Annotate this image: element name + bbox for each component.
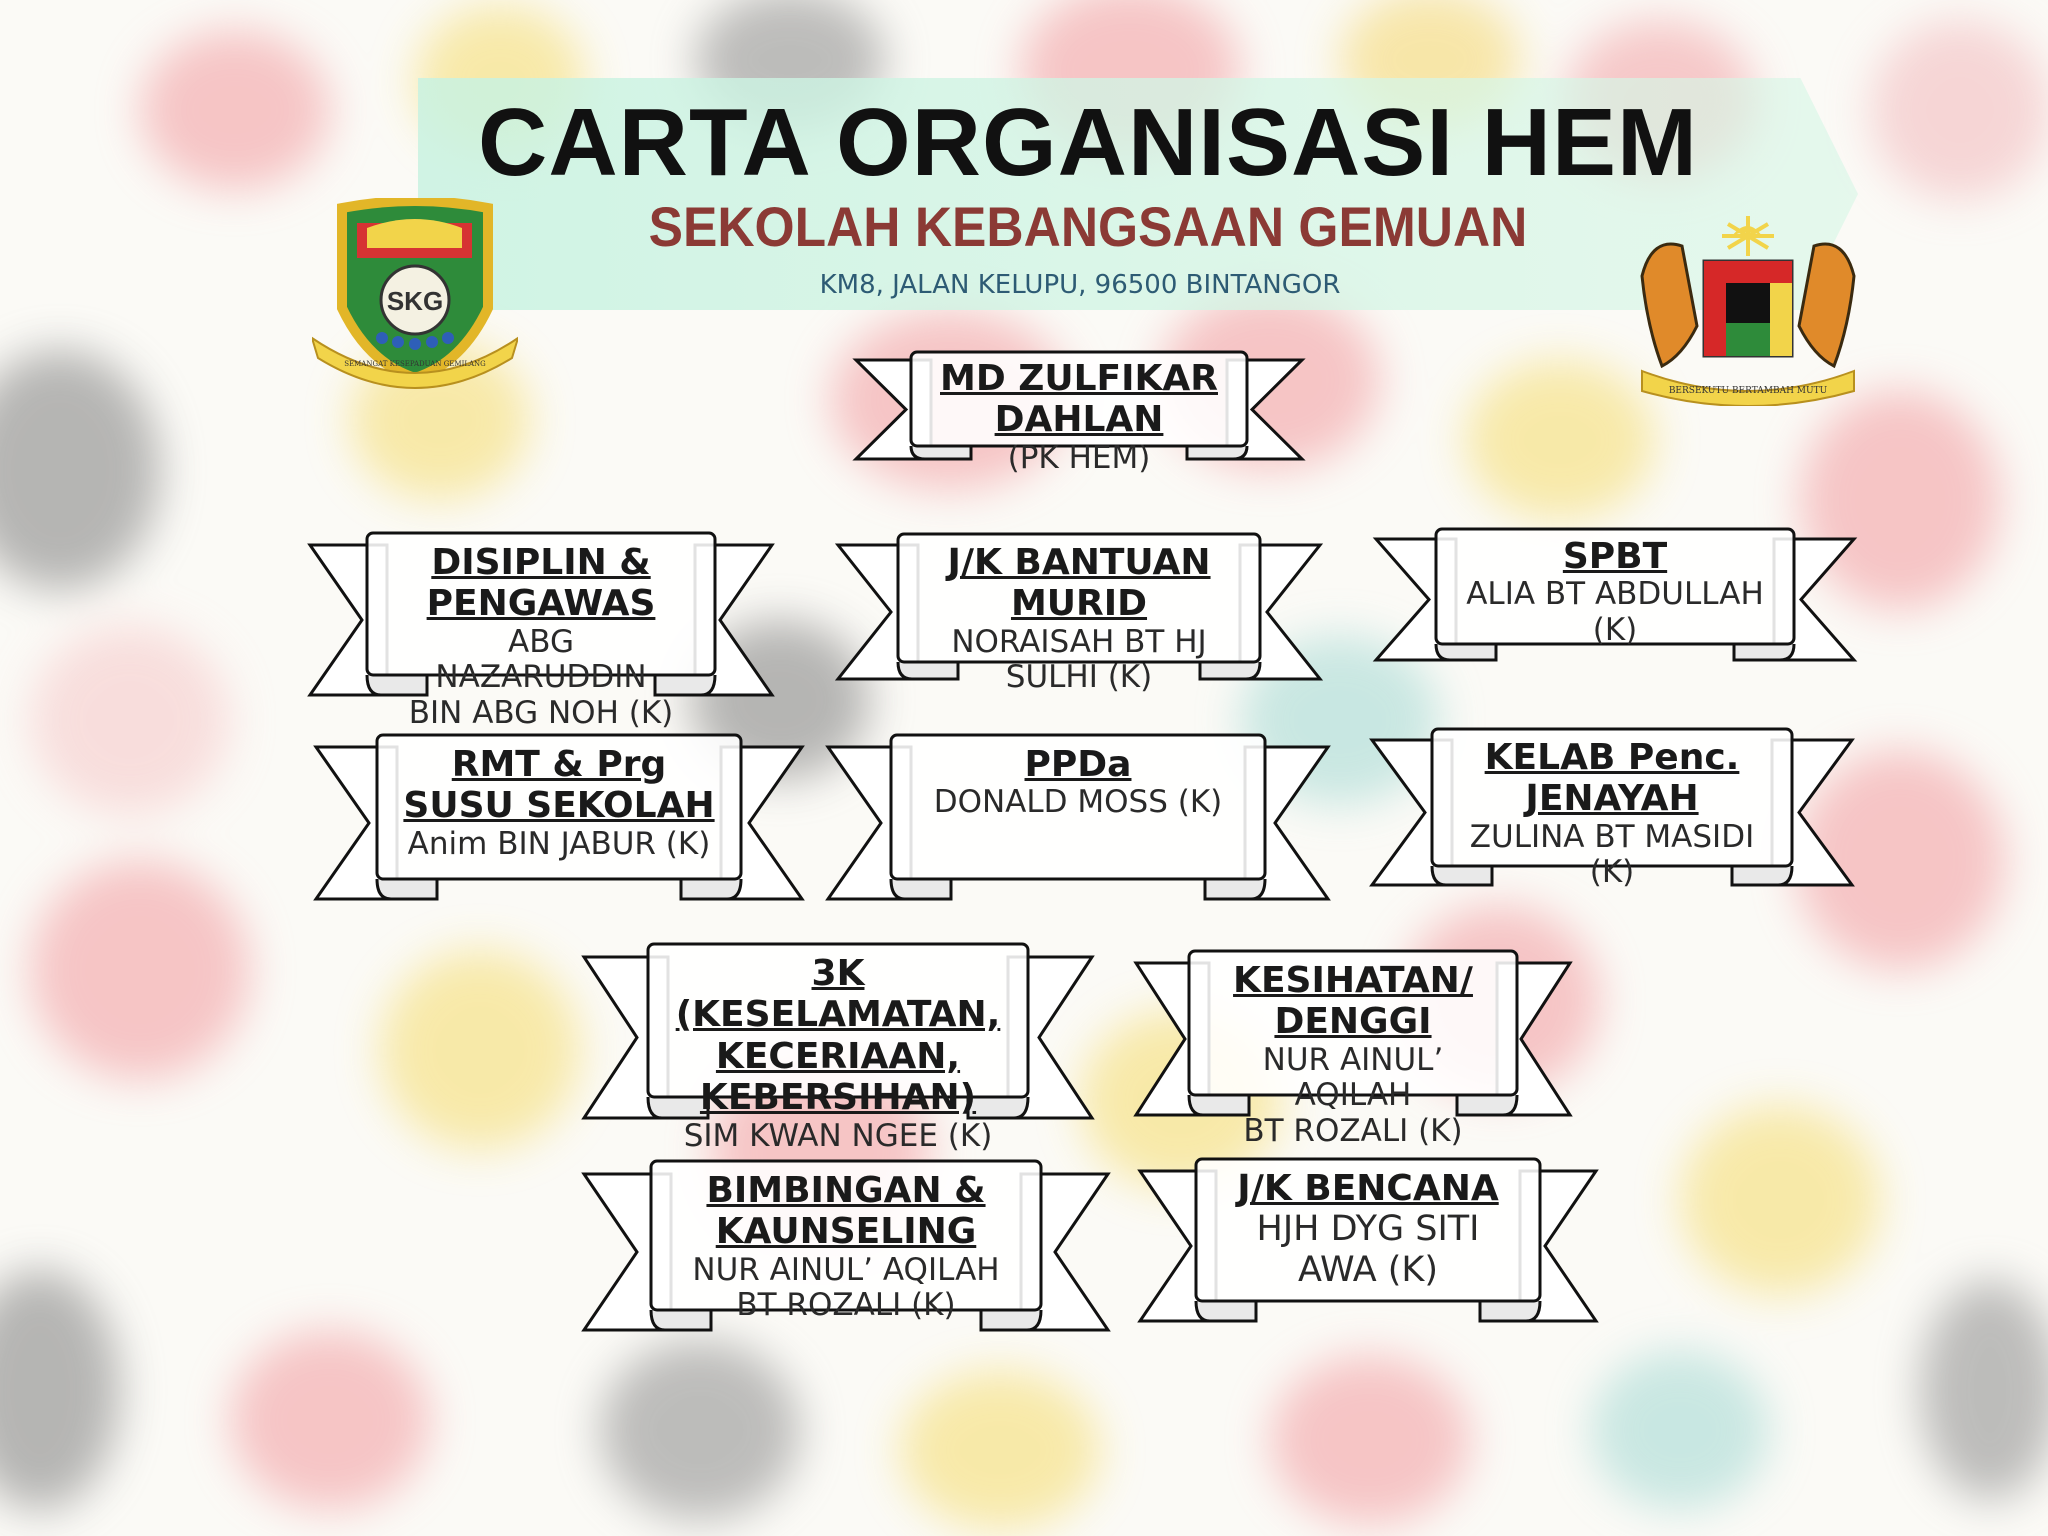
- unit-text: [391, 542, 691, 732]
- unit-ribbon: [1376, 522, 1854, 664]
- unit-text: [924, 542, 1234, 696]
- unit-text: [1465, 536, 1765, 649]
- unit-text: [1218, 1168, 1518, 1290]
- coat-of-arms-icon: [1622, 206, 1874, 406]
- unit-text: [1203, 960, 1503, 1150]
- unit-text: [939, 358, 1219, 476]
- unit-person: BT ROZALI (K): [736, 1287, 956, 1324]
- unit-person: Anim BIN JABUR (K): [407, 825, 711, 862]
- unit-ribbon: [584, 934, 1092, 1154]
- unit-title: 3K (KESELAMATAN, KECERIAAN, KEBERSIHAN): [675, 953, 1001, 1119]
- unit-person: AWA (K): [1297, 1249, 1439, 1290]
- unit-person: NAZARUDDIN: [435, 659, 647, 696]
- unit-person: ALIA BT ABDULLAH: [1466, 576, 1764, 613]
- unit-text: [668, 953, 1008, 1154]
- unit-person: DONALD MOSS (K): [933, 784, 1223, 821]
- unit-ribbon: [584, 1152, 1108, 1336]
- unit-person: HJH DYG SITI: [1256, 1209, 1480, 1250]
- unit-person: AQILAH: [1294, 1077, 1412, 1114]
- unit-ribbon: [1372, 720, 1852, 890]
- unit-person: (K): [1589, 854, 1635, 891]
- unit-person: (K): [1592, 612, 1638, 649]
- crest-text: SKG: [386, 286, 444, 316]
- unit-ribbon: [1136, 942, 1570, 1150]
- unit-text: [1462, 737, 1762, 891]
- unit-text: [394, 744, 724, 862]
- unit-person: NUR AINUL’: [1262, 1041, 1444, 1078]
- unit-title: MD ZULFIKAR DAHLAN: [940, 358, 1218, 441]
- unit-person: SIM KWAN NGEE (K): [683, 1117, 993, 1154]
- unit-title: KESIHATAN/ DENGGI: [1233, 960, 1473, 1043]
- unit-text: [908, 744, 1248, 821]
- unit-ribbon: [828, 726, 1328, 904]
- unit-ribbon: [1140, 1150, 1596, 1326]
- unit-title: BIMBINGAN & KAUNSELING: [706, 1170, 986, 1253]
- unit-ribbon: [316, 726, 802, 904]
- unit-title: DISIPLIN & PENGAWAS: [426, 542, 656, 625]
- page-title: CARTA ORGANISASI HEM: [478, 89, 1698, 196]
- unit-person: ZULINA BT MASIDI: [1469, 818, 1755, 855]
- unit-person: SULHI (K): [1005, 659, 1153, 696]
- unit-title: J/K BENCANA: [1237, 1168, 1499, 1209]
- unit-title: RMT & Prg SUSU SEKOLAH: [403, 744, 715, 827]
- unit-title: KELAB Penc. JENAYAH: [1484, 737, 1740, 820]
- school-name: SEKOLAH KEBANGSAAN GEMUAN: [648, 195, 1528, 258]
- unit-person: BIN ABG NOH (K): [408, 695, 674, 732]
- crest-motto: SEMANGAT KESEPADUAN GEMILANG: [344, 360, 486, 368]
- school-crest-icon: [312, 198, 518, 390]
- unit-person: (PK HEM): [1007, 439, 1151, 476]
- school-address: KM8, JALAN KELUPU, 96500 BINTANGOR: [819, 270, 1341, 300]
- unit-title: J/K BANTUAN MURID: [947, 542, 1211, 625]
- unit-ribbon: [838, 526, 1320, 696]
- unit-person: ABG: [508, 623, 574, 660]
- unit-person: NUR AINUL’ AQILAH: [692, 1251, 1000, 1288]
- unit-title: PPDa: [1024, 744, 1132, 785]
- unit-person: BT ROZALI (K): [1243, 1113, 1463, 1150]
- arms-motto: BERSEKUTU BERTAMBAH MUTU: [1668, 386, 1828, 396]
- unit-person: NORAISAH BT HJ: [951, 623, 1207, 660]
- unit-text: [666, 1170, 1026, 1324]
- unit-title: SPBT: [1562, 536, 1668, 577]
- unit-ribbon: [856, 346, 1302, 476]
- unit-ribbon: [310, 524, 772, 732]
